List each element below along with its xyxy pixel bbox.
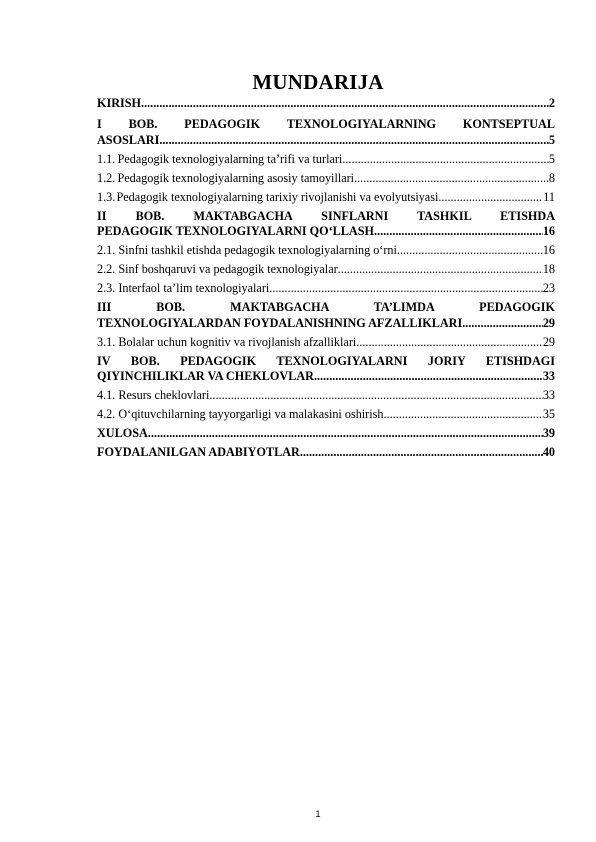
toc-leader-dots bbox=[141, 96, 549, 111]
toc-entry-label-line2: QIYINCHILIKLAR VA CHEKLOVLAR bbox=[97, 369, 314, 383]
toc-entry-chapter-1[interactable] bbox=[97, 117, 555, 148]
toc-entry-page: 18 bbox=[542, 262, 555, 276]
toc-entry-label-line1: IV BOB. PEDAGOGIK TEXNOLOGIYALARNI JORIY ETISHDAGI bbox=[97, 353, 555, 368]
toc-entry-label: 2.1. Sinfni tashkil etishda pedagogik texnologiyalarning o‘rni bbox=[97, 243, 397, 257]
toc-entry-page: 5 bbox=[548, 151, 555, 166]
toc-entry-label: 2.2. Sinf boshqaruvi va pedagogik texnologiyalar bbox=[97, 262, 338, 276]
toc-entry-page: 8 bbox=[548, 170, 555, 185]
toc-entry-4-1[interactable] bbox=[97, 388, 555, 403]
toc-entry-label: 2.3. Interfaol ta’lim texnologiyalari bbox=[97, 281, 270, 295]
toc-entry-label: Pedagogik texnologiyalarning asosiy tamoyillari bbox=[117, 170, 355, 185]
toc-entry-page: 16 bbox=[542, 243, 555, 257]
toc-entry-page: 33 bbox=[542, 388, 555, 402]
toc-entry-1-3[interactable] bbox=[97, 190, 555, 205]
toc-entry-page: 29 bbox=[542, 315, 555, 330]
toc-entry-2-3[interactable] bbox=[97, 281, 555, 296]
toc-entry-kirish[interactable] bbox=[97, 96, 555, 111]
toc-entry-page: 33 bbox=[542, 369, 555, 383]
toc-entry-number: 1.1. bbox=[97, 151, 116, 166]
toc-entry-label: FOYDALANILGAN ADABIYOTLAR bbox=[97, 445, 300, 459]
toc-entry-chapter-4[interactable] bbox=[97, 354, 555, 385]
toc-leader-dots bbox=[354, 171, 549, 186]
toc-leader-dots bbox=[342, 152, 549, 167]
toc-entry-page: 40 bbox=[542, 445, 555, 459]
toc-entry-1-2[interactable] bbox=[97, 171, 555, 186]
toc-entry-4-2[interactable] bbox=[97, 407, 555, 422]
toc-entry-page: 5 bbox=[548, 132, 555, 147]
toc-entry-label: 4.1. Resurs cheklovlari bbox=[97, 388, 210, 402]
toc-leader-dots bbox=[462, 316, 543, 331]
page-number: 1 bbox=[315, 809, 321, 819]
toc-leader-dots bbox=[209, 388, 542, 403]
toc-entry-page: 29 bbox=[542, 334, 555, 349]
toc-leader-dots bbox=[374, 224, 543, 239]
toc-leader-dots bbox=[314, 369, 543, 384]
toc-entry-label: XULOSA bbox=[97, 426, 148, 440]
table-of-contents bbox=[97, 96, 555, 460]
toc-leader-dots bbox=[438, 190, 543, 205]
toc-entry-chapter-3[interactable] bbox=[97, 300, 555, 331]
toc-entry-label: Pedagogik texnologiyalarning ta’rifi va turlari bbox=[117, 151, 343, 166]
toc-entry-xulosa[interactable] bbox=[97, 426, 555, 441]
toc-entry-page: 39 bbox=[542, 426, 555, 440]
toc-entry-1-1[interactable] bbox=[97, 152, 555, 167]
toc-leader-dots bbox=[397, 243, 543, 258]
toc-entry-label-line1: I BOB. PEDAGOGIK TEXNOLOGIYALARNING KONTSEPTUAL bbox=[97, 117, 555, 131]
toc-entry-label-line2: ASOSLARI bbox=[97, 132, 160, 147]
toc-entry-label-line2: TEXNOLOGIYALARDAN FOYDALANISHNING AFZALLIKLARI bbox=[97, 315, 463, 330]
toc-entry-label: 3.1. Bolalar uchun kognitiv va rivojlanish afzalliklari bbox=[97, 334, 357, 349]
toc-entry-label: KIRISH bbox=[97, 96, 142, 110]
toc-leader-dots bbox=[159, 133, 549, 148]
toc-leader-dots bbox=[148, 426, 543, 441]
toc-entry-label: Pedagogik texnologiyalarning tarixiy rivojlanishi va evolyutsiyasi bbox=[116, 189, 439, 204]
toc-entry-chapter-2[interactable] bbox=[97, 209, 555, 240]
toc-entry-2-1[interactable] bbox=[97, 243, 555, 258]
toc-leader-dots bbox=[269, 281, 543, 296]
toc-entry-page: 2 bbox=[548, 96, 555, 110]
toc-entry-label-line2: PEDAGOGIK TEXNOLOGIYALARNI QO‘LLASH bbox=[97, 224, 374, 238]
page-title: MUNDARIJA bbox=[252, 70, 384, 94]
toc-entry-number: 1.3. bbox=[97, 189, 116, 204]
toc-entry-page: 23 bbox=[542, 281, 555, 295]
toc-entry-label: 4.2. O‘qituvchilarning tayyorgarligi va malakasini oshirish bbox=[97, 407, 384, 421]
toc-leader-dots bbox=[300, 445, 543, 460]
toc-entry-label-line1: II BOB. MAKTABGACHA SINFLARNI TASHKIL ETISHDA bbox=[97, 208, 555, 223]
toc-entry-page: 35 bbox=[542, 407, 555, 421]
toc-entry-label-line1: III BOB. MAKTABGACHA TA’LIMDA PEDAGOGIK bbox=[97, 300, 555, 314]
toc-leader-dots bbox=[338, 262, 543, 277]
toc-leader-dots bbox=[383, 407, 542, 422]
toc-entry-page: 11 bbox=[543, 189, 555, 204]
toc-entry-adabiyotlar[interactable] bbox=[97, 445, 555, 460]
toc-entry-page: 16 bbox=[542, 224, 555, 238]
toc-leader-dots bbox=[356, 335, 543, 350]
toc-entry-3-1[interactable] bbox=[97, 335, 555, 350]
toc-entry-number: 1.2. bbox=[97, 170, 116, 185]
toc-entry-2-2[interactable] bbox=[97, 262, 555, 277]
